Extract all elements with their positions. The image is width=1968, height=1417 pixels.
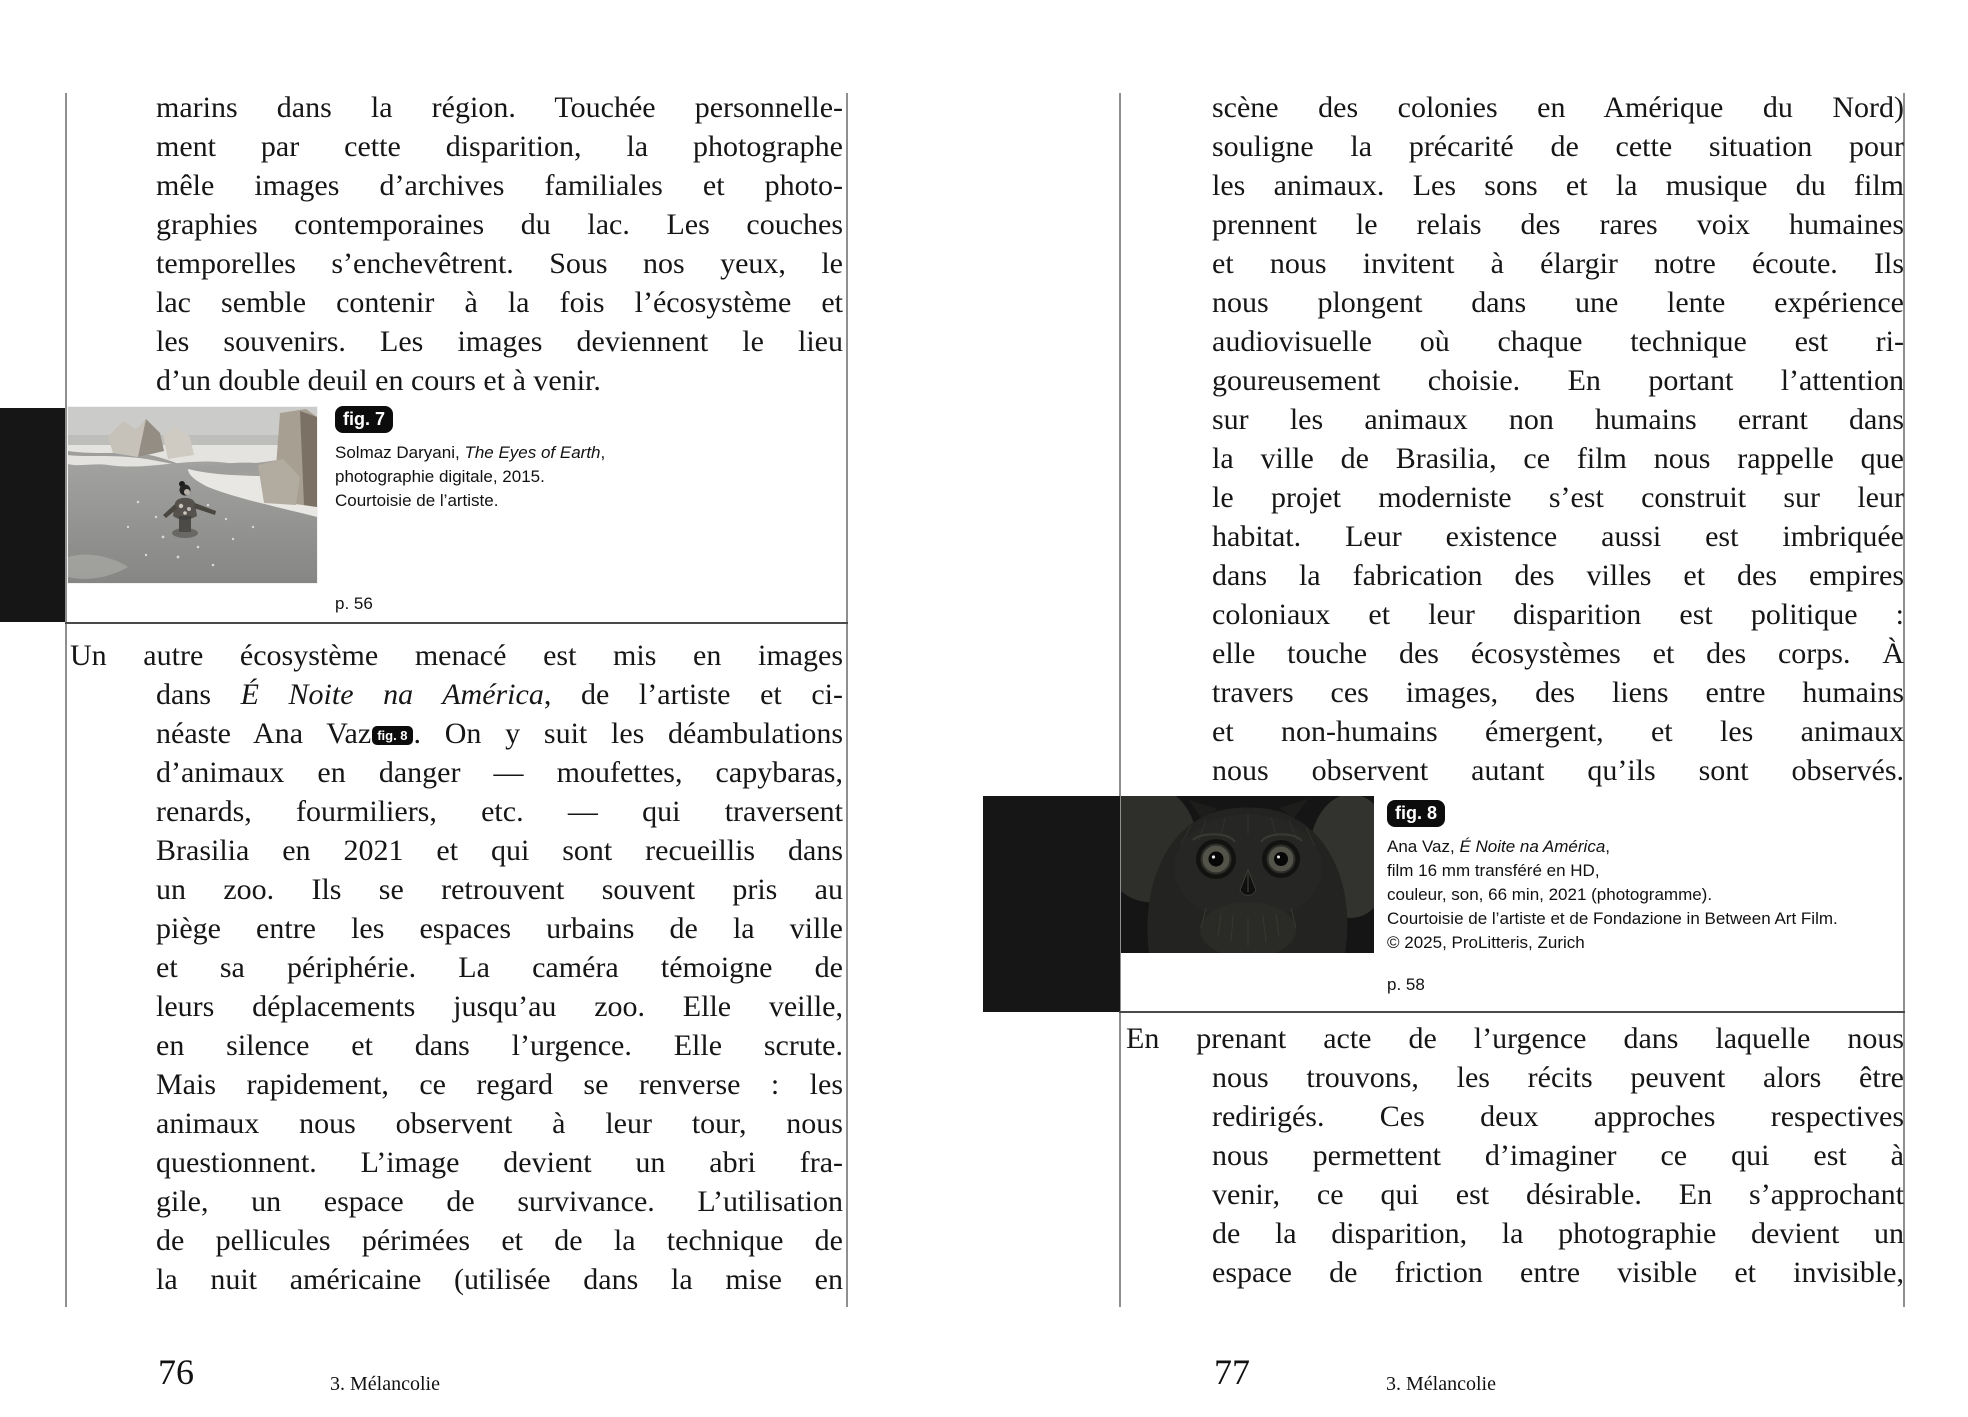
text-line: Mais rapidement, ce regard se renverse : les <box>156 1068 843 1101</box>
text-line: couleur, son, 66 min, 2021 (photogramme). <box>1387 885 1713 904</box>
text-line: Ana Vaz, É Noite na América, <box>1387 837 1611 856</box>
text-line: piège entre les espaces urbains de la ville <box>156 912 843 945</box>
text-line: elle touche des écosystèmes et des corps. À <box>1212 637 1904 670</box>
figure-7-page-reference: p. 56 <box>335 594 373 613</box>
text-line: travers ces images, des liens entre humains <box>1212 676 1904 709</box>
text-line: gile, un espace de survivance. L’utilisation <box>156 1185 843 1218</box>
text-line: nous plongent dans une lente expérience <box>1212 286 1904 319</box>
figure-8-photo-owl-still <box>1121 796 1374 953</box>
text-line: © 2025, ProLitteris, Zurich <box>1387 933 1585 952</box>
text-line: film 16 mm transféré en HD, <box>1387 861 1600 880</box>
text-line: mêle images d’archives familiales et photo- <box>156 169 843 202</box>
text-line: la ville de Brasilia, ce film nous rappelle que <box>1212 442 1904 475</box>
text-line: audiovisuelle où chaque technique est ri- <box>1212 325 1904 358</box>
margin-bleed-block <box>0 408 65 622</box>
text-line: Courtoisie de l’artiste. <box>335 491 499 510</box>
text-line: espace de friction entre visible et invisible, <box>1212 1256 1904 1289</box>
text-line: et sa périphérie. La caméra témoigne de <box>156 951 843 984</box>
text-line: temporelles s’enchevêtrent. Sous nos yeux, le <box>156 247 843 280</box>
text-line: coloniaux et leur disparition est politique : <box>1212 598 1904 631</box>
text-line: les souvenirs. Les images deviennent le lieu <box>156 325 843 358</box>
text-line: lac semble contenir à la fois l’écosystème et <box>156 286 843 319</box>
text-line: leurs déplacements jusqu’au zoo. Elle veille, <box>156 990 843 1023</box>
text-line: Courtoisie de l’artiste et de Fondazione in Between Art Film. <box>1387 909 1838 928</box>
text-line: animaux nous observent à leur tour, nous <box>156 1107 843 1140</box>
text-line: d’un double deuil en cours et à venir. <box>156 364 601 397</box>
left-page-number: 76 <box>158 1352 194 1392</box>
inline-figure-reference: fig. 8 <box>372 726 412 745</box>
text-line: et non-humains émergent, et les animaux <box>1212 715 1904 748</box>
text-line: un zoo. Ils se retrouvent souvent pris au <box>156 873 843 906</box>
text-line: souligne la précarité de cette situation pour <box>1212 130 1904 163</box>
left-paragraph-1 <box>70 88 843 400</box>
text-line: ment par cette disparition, la photographe <box>156 130 843 163</box>
left-column-rule-left <box>65 93 67 1307</box>
text-line: habitat. Leur existence aussi est imbriquée <box>1212 520 1904 553</box>
right-figure-separator <box>1119 1011 1905 1013</box>
right-chapter-label: 3. Mélancolie <box>1386 1373 1496 1395</box>
left-paragraph-2 <box>70 636 843 1299</box>
figure-7-photo-eyes-of-earth <box>68 407 317 583</box>
figure-8-caption <box>1387 800 1962 955</box>
text-line: de la disparition, la photographie devient un <box>1212 1217 1904 1250</box>
text-line: En prenant acte de l’urgence dans laquelle nous <box>1126 1022 1904 1055</box>
right-paragraph-1 <box>1126 88 1904 790</box>
text-line: sur les animaux non humains errant dans <box>1212 403 1904 436</box>
right-paragraph-2 <box>1126 1019 1904 1292</box>
text-line: la nuit américaine (utilisée dans la mise en <box>156 1263 843 1296</box>
text-line: renards, fourmiliers, etc. — qui traversent <box>156 795 843 828</box>
text-line: nous trouvons, les récits peuvent alors être <box>1212 1061 1904 1094</box>
left-chapter-label: 3. Mélancolie <box>330 1373 440 1395</box>
figure-8-caption-lines <box>1387 835 1962 955</box>
text-line: de pellicules périmées et de la technique de <box>156 1224 843 1257</box>
text-line: les animaux. Les sons et la musique du film <box>1212 169 1904 202</box>
text-line: dans É Noite na América, de l’artiste et ci- <box>156 678 843 711</box>
figure-8-badge: fig. 8 <box>1387 800 1445 827</box>
text-line: graphies contemporaines du lac. Les couches <box>156 208 843 241</box>
text-line: nous permettent d’imaginer ce qui est à <box>1212 1139 1904 1172</box>
text-line: photographie digitale, 2015. <box>335 467 545 486</box>
text-line: prennent le relais des rares voix humaines <box>1212 208 1904 241</box>
left-figure-separator <box>65 622 848 624</box>
text-line: Brasilia en 2021 et qui sont recueillis dans <box>156 834 843 867</box>
text-line: néaste Ana Vaz fig. 8 . On y suit les déambulations <box>156 717 843 750</box>
text-line: goureusement choisie. En portant l’attention <box>1212 364 1904 397</box>
text-line: questionnent. L’image devient un abri fra- <box>156 1146 843 1179</box>
figure-8-page-reference: p. 58 <box>1387 975 1425 994</box>
left-column-rule-right <box>846 93 848 1307</box>
figure-7-badge: fig. 7 <box>335 406 393 433</box>
right-column-rule-left <box>1119 93 1121 1307</box>
text-line: redirigés. Ces deux approches respectives <box>1212 1100 1904 1133</box>
text-line: et nous invitent à élargir notre écoute. Ils <box>1212 247 1904 280</box>
text-line: Solmaz Daryani, The Eyes of Earth, <box>335 443 606 462</box>
text-line: Un autre écosystème menacé est mis en images <box>70 639 843 672</box>
text-line: venir, ce qui est désirable. En s’approchant <box>1212 1178 1904 1211</box>
right-page-number: 77 <box>1214 1352 1250 1392</box>
text-line: en silence et dans l’urgence. Elle scrute. <box>156 1029 843 1062</box>
text-line: marins dans la région. Touchée personnelle- <box>156 91 843 124</box>
text-line: scène des colonies en Amérique du Nord) <box>1212 91 1904 124</box>
text-line: d’animaux en danger — moufettes, capybaras, <box>156 756 843 789</box>
text-line: dans la fabrication des villes et des empires <box>1212 559 1904 592</box>
gutter-bleed-block <box>983 796 1120 1012</box>
figure-7-caption <box>335 406 835 513</box>
figure-7-caption-lines <box>335 441 835 513</box>
text-line: le projet moderniste s’est construit sur leur <box>1212 481 1904 514</box>
text-line: nous observent autant qu’ils sont observés. <box>1212 754 1904 787</box>
